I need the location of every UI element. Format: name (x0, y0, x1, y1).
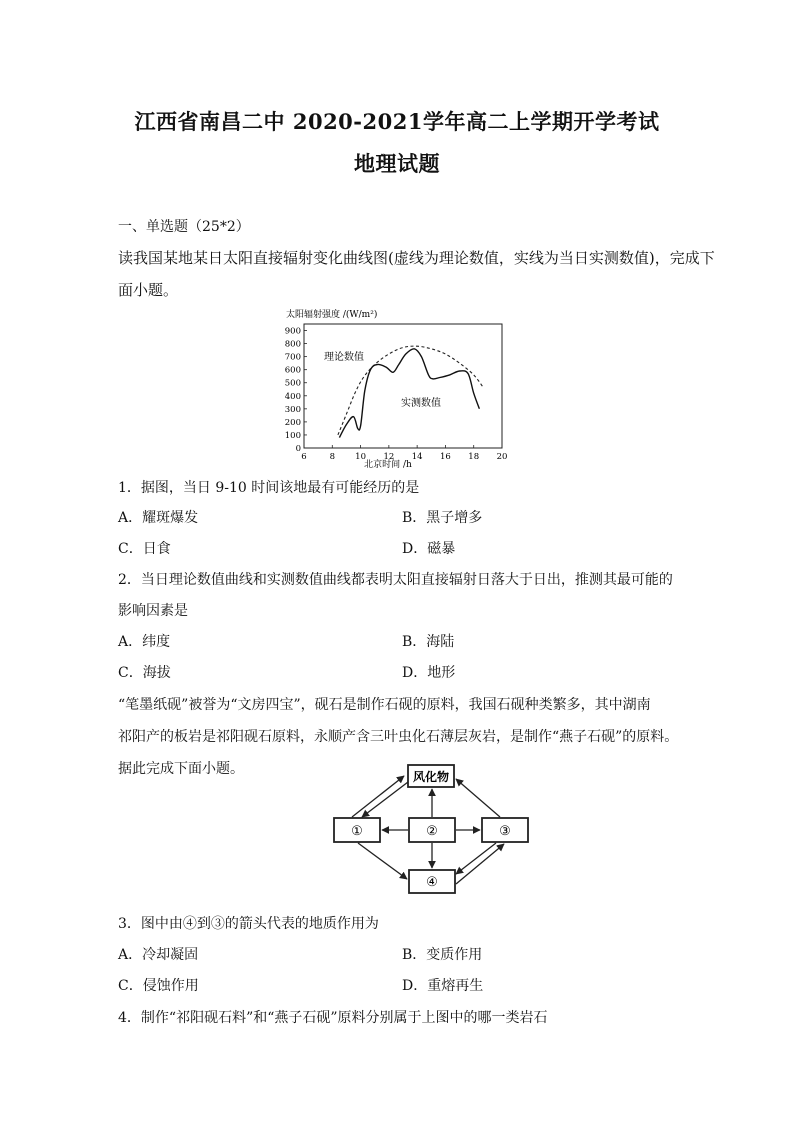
q2-stem-line2: 影响因素是 (118, 603, 188, 619)
x-tick-label: 20 (496, 452, 508, 462)
arrow-3-to-4 (456, 843, 496, 874)
q3-option-c[interactable]: C．侵蚀作用 (118, 978, 199, 994)
arrow-4-to-3 (456, 844, 504, 884)
exam-subtitle: 地理试题 (354, 151, 440, 176)
y-tick-label: 400 (284, 391, 301, 402)
y-tick-label: 900 (284, 326, 301, 337)
y-axis-label: 太阳辐射强度 /(W/m²) (286, 310, 378, 320)
x-tick-label: 6 (301, 452, 307, 462)
arrow-weathering-to-1 (362, 782, 408, 817)
x-tick-label: 18 (468, 452, 480, 462)
q2-stem-line1: 2．当日理论数值曲线和实测数值曲线都表明太阳直接辐射日落大于日出，推测其最可能的 (118, 572, 673, 588)
q1-option-a[interactable]: A．耀斑爆发 (118, 510, 199, 526)
legend-label-measured: 实测数值 (401, 398, 441, 409)
x-axis-label: 北京时间 /h (364, 460, 412, 470)
y-tick-label: 700 (284, 352, 301, 363)
q1-stem: 1．据图，当日 9-10 时间该地最有可能经历的是 (118, 480, 420, 496)
q1-option-c[interactable]: C．日食 (118, 541, 171, 557)
intro2-line3: 据此完成下面小题。 (118, 761, 244, 777)
y-tick-label: 0 (295, 444, 301, 454)
label-1: ① (351, 824, 363, 839)
q2-option-b[interactable]: B．海陆 (402, 634, 455, 650)
y-tick-label: 500 (284, 378, 301, 389)
q1-option-d[interactable]: D．磁暴 (402, 541, 456, 557)
q2-option-c[interactable]: C．海拔 (118, 665, 171, 681)
x-tick-label: 10 (355, 452, 366, 462)
y-tick-label: 100 (284, 430, 301, 441)
label-3: ③ (499, 824, 511, 839)
q3-stem: 3．图中由④到③的箭头代表的地质作用为 (118, 916, 379, 932)
arrow-1-to-4 (358, 843, 407, 879)
q4-stem: 4．制作“祁阳砚石料”和“燕子石砚”原料分别属于上图中的哪一类岩石 (118, 1010, 548, 1026)
y-tick-label: 300 (284, 404, 301, 415)
label-2: ② (426, 824, 438, 839)
intro2-line1: “笔墨纸砚”被誉为“文房四宝”，砚石是制作石砚的原料，我国石砚种类繁多，其中湖南 (118, 697, 651, 713)
y-tick-label: 800 (284, 339, 301, 350)
x-tick-label: 16 (440, 452, 451, 462)
y-tick-label: 200 (284, 417, 301, 428)
x-tick-label: 8 (329, 452, 335, 462)
arrow-1-to-weathering (352, 776, 404, 817)
label-4: ④ (426, 875, 438, 890)
q3-option-d[interactable]: D．重熔再生 (402, 978, 484, 994)
rock-cycle-diagram (328, 762, 538, 894)
q3-option-b[interactable]: B．变质作用 (402, 947, 483, 963)
q2-option-a[interactable]: A．纬度 (118, 634, 171, 650)
solar-radiation-chart (268, 306, 528, 471)
intro1-line1: 读我国某地某日太阳直接辐射变化曲线图(虚线为理论数值，实线为当日实测数值)，完成下 (118, 249, 715, 267)
legend-label-theory: 理论数值 (324, 352, 364, 363)
y-tick-label: 600 (284, 365, 301, 376)
exam-title: 江西省南昌二中 2020-2021学年高二上学期开学考试 (134, 109, 660, 134)
label-weathering: 风化物 (412, 770, 450, 784)
section-heading: 一、单选题（25*2） (118, 219, 250, 235)
x-tick-label: 14 (411, 452, 423, 462)
intro2-line2: 祁阳产的板岩是祁阳砚石原料，永顺产含三叶虫化石薄层灰岩，是制作“燕子石砚”的原料。 (118, 729, 679, 745)
intro1-line2: 面小题。 (118, 281, 179, 299)
x-tick-label: 12 (383, 452, 395, 462)
arrow-3-to-weathering (456, 779, 500, 817)
q3-option-a[interactable]: A．冷却凝固 (118, 947, 199, 963)
q1-option-b[interactable]: B．黑子增多 (402, 510, 483, 526)
q2-option-d[interactable]: D．地形 (402, 665, 456, 681)
